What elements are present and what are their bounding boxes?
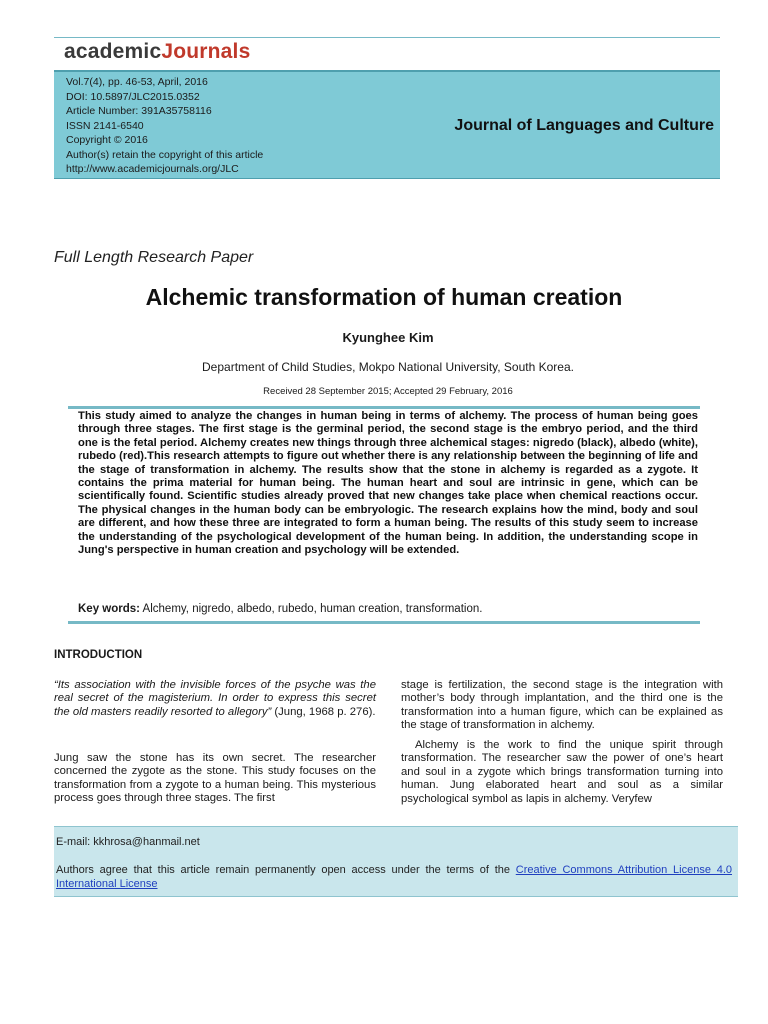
license-text: Authors agree that this article remain permanently open access under the terms of the — [56, 864, 516, 876]
header-rule — [54, 37, 720, 38]
epigraph-quote: “Its association with the invisible forces of the psyche was the real secret of the magisterium. In order to express this secret the old masters readily resorted to allegory” — [54, 679, 376, 718]
intro-paragraph-3: Alchemy is the work to find the unique spirit through transformation. The researcher saw the power of one’s heart and soul in a zygote which brings transformation turning into human. Jung elaborated heart and soul as a similar psychological symbol as lapis in alchemy. Veryfew — [401, 739, 723, 805]
abstract-bottom-rule — [68, 621, 700, 624]
meta-url[interactable]: http://www.academicjournals.org/JLC — [66, 163, 239, 175]
intro-paragraph-2: stage is fertilization, the second stage is the integration with mother’s body through implantation, and the third one is the transformation into a human figure, which can be explained as the stage of transformation in alchemy. — [401, 679, 723, 732]
meta-doi: DOI: 10.5897/JLC2015.0352 — [66, 90, 200, 103]
abstract-top-rule — [68, 406, 700, 409]
author-affiliation: Department of Child Studies, Mokpo National University, South Korea. — [202, 360, 574, 374]
received-accepted-dates: Received 28 September 2015; Accepted 29 February, 2016 — [263, 386, 513, 397]
epigraph-citation: (Jung, 1968 p. 276). — [271, 705, 376, 718]
license-statement — [56, 863, 732, 891]
intro-epigraph — [54, 679, 376, 719]
author-name: Kyunghee Kim — [342, 330, 434, 345]
keywords-label: Key words: — [78, 603, 140, 615]
paper-title: Alchemic transformation of human creation — [145, 284, 623, 310]
author-email: E-mail: kkhrosa@hanmail.net — [56, 836, 200, 848]
footer-box — [54, 826, 738, 897]
paper-type: Full Length Research Paper — [54, 249, 254, 266]
intro-paragraph-1: Jung saw the stone has its own secret. The researcher concerned the zygote as the stone. This study focuses on the transformation from a zygote to a human being. This mysterious process goes through three stages. The first — [54, 752, 376, 805]
article-info-box — [54, 70, 720, 179]
article-meta — [66, 75, 263, 177]
keywords-text: Alchemy, nigredo, albedo, rubedo, human creation, transformation. — [140, 603, 483, 615]
keywords — [78, 603, 698, 615]
meta-volume: Vol.7(4), pp. 46-53, April, 2016 — [66, 76, 208, 88]
meta-rights: Author(s) retain the copyright of this article — [66, 148, 264, 161]
meta-copyright: Copyright © 2016 — [66, 134, 148, 146]
abstract: This study aimed to analyze the changes in human being in terms of alchemy. The process of human being goes through three stages. The first stage is the germinal period, the second stage is the embryo period, and the third one is the fetal period. Alchemy creates new things through three alchemical stages: nigredo (black), albedo (white), rubedo (red).This research attempts to figure out whether there is any relationship between the beginning of life and the stage of transformation in alchemy. The results show that the stone in alchemy is regarded as a zygote. It contains the prima material for human being. The human heart and soul are intrinsic in gene, which can be scientifically found. Scientific studies already proved that new changes take place when chemical reactions occur. The physical changes in the human body can be embryologic. The research explains how the mind, body and soul are different, and how these three are integrated to form a human being. The results of this study seem to increase the understanding of the psychological development of the human being. In addition, the understanding scope in Jung's perspective in human creation and psychology will be extended. — [78, 410, 698, 557]
logo-part-journals: Journals — [161, 40, 251, 63]
meta-issn: ISSN 2141-6540 — [66, 119, 144, 132]
publisher-logo — [64, 40, 250, 64]
section-heading-introduction: INTRODUCTION — [54, 649, 143, 661]
license-link[interactable]: Creative Commons Attribution License 4.0 International License — [56, 864, 732, 890]
meta-article-number: Article Number: 391A35758116 — [66, 105, 212, 117]
logo-part-academic: academic — [64, 40, 162, 63]
journal-name: Journal of Languages and Culture — [454, 117, 714, 134]
